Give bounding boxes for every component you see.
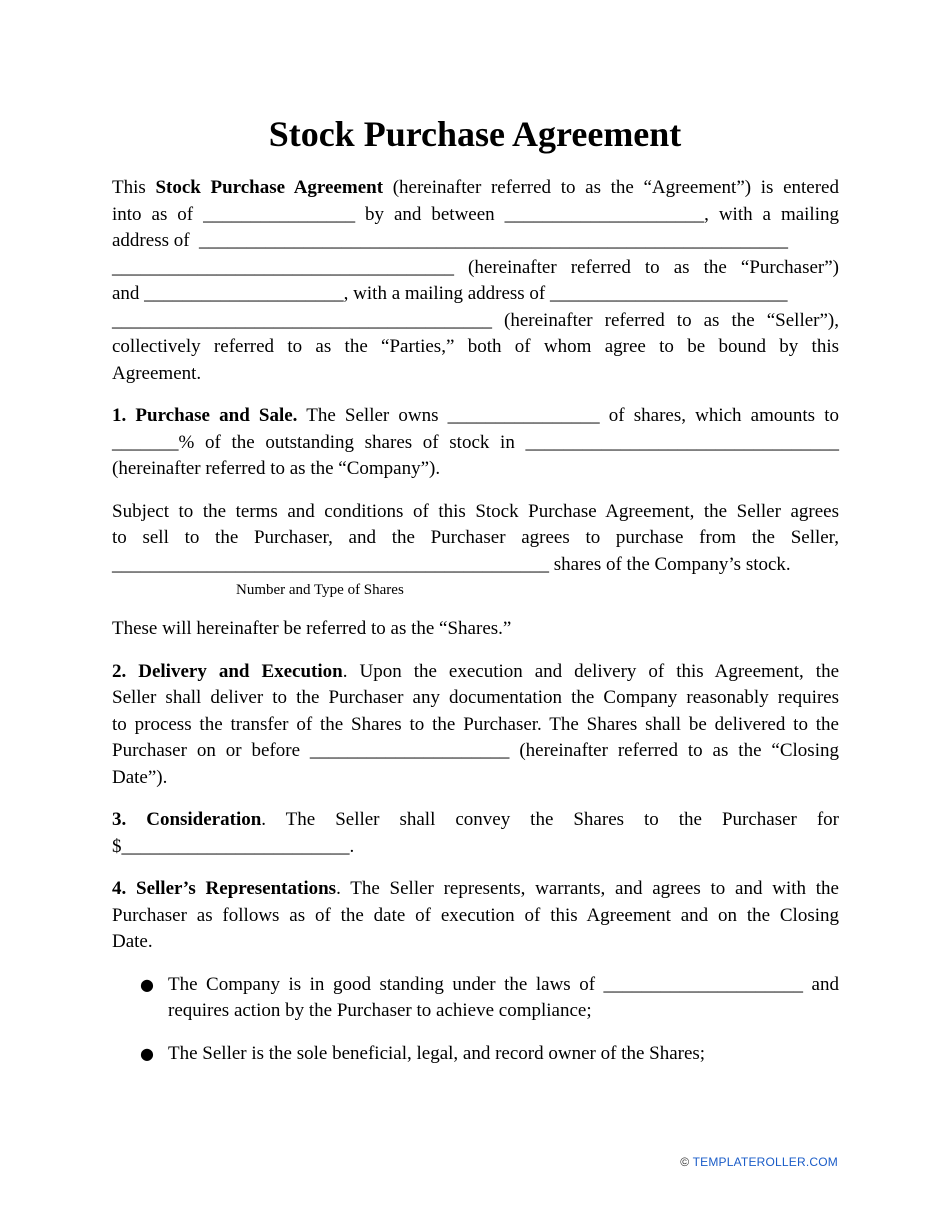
page-title: Stock Purchase Agreement	[268, 114, 682, 154]
section4-line-1: 4. Seller’s Representations. The Seller represents, warrants, and agrees to and with the	[112, 878, 839, 899]
footer-brand-link[interactable]: TEMPLATEROLLER.COM	[692, 1155, 838, 1169]
intro-line-7: collectively referred to as the “Parties,” both of whom agree to be bound by this	[112, 336, 839, 357]
section4-line-2: Purchaser as follows as of the date of execution of this Agreement and on the Closing	[112, 904, 839, 926]
section2-line-1: 2. Delivery and Execution. Upon the execution and delivery of this Agreement, the	[112, 660, 839, 682]
section-sellers-representations	[112, 876, 839, 956]
subject-line-1: Subject to the terms and conditions of this Stock Purchase Agreement, the Seller agrees	[112, 500, 839, 522]
list-item	[112, 972, 839, 1025]
section3-line-1: 3. Consideration. The Seller shall convey the Shares to the Purchaser for	[112, 809, 839, 830]
intro-line-8: Agreement.	[112, 362, 202, 384]
intro-line-1: This Stock Purchase Agreement (hereinafter referred to as the “Agreement”) is entered	[112, 177, 839, 198]
bullet-2-line-1: The Seller is the sole beneficial, legal, and record owner of the Shares;	[168, 1042, 706, 1064]
section2-line-5: Date”).	[112, 766, 168, 788]
section4-line-3: Date.	[112, 931, 153, 952]
subject-line-2: to sell to the Purchaser, and the Purchaser agrees to purchase from the Seller,	[112, 527, 839, 548]
section2-heading: 2. Delivery and Execution	[112, 660, 343, 682]
intro-line-4: ____________________________________ (hereinafter referred to as the “Purchaser”)	[112, 256, 839, 278]
bullet-1-line-1: The Company is in good standing under the laws of _____________________ and	[168, 973, 839, 995]
intro-paragraph	[112, 175, 839, 387]
copyright-icon: ©	[680, 1155, 690, 1169]
section1-line-3: (hereinafter referred to as the “Company”).	[112, 458, 441, 479]
intro-line-6: ________________________________________ (hereinafter referred to as the “Seller”),	[112, 309, 839, 331]
subject-paragraph	[112, 499, 839, 601]
section2-line-3: to process the transfer of the Shares to the Purchaser. The Shares shall be delivered to the	[112, 713, 839, 735]
section2-line-4: Purchaser on or before _____________________ (hereinafter referred to as the “Closing	[112, 740, 839, 761]
section4-heading: 4. Seller’s Representations	[112, 878, 337, 899]
section1-line-2: _______% of the outstanding shares of stock in _________________________________	[112, 431, 839, 453]
bullet-icon: ●	[140, 1043, 154, 1063]
section3-heading: 3. Consideration	[112, 809, 262, 830]
intro-line-2: into as of ________________ by and between _____________________, with a mailing	[112, 203, 839, 225]
representations-list	[112, 972, 839, 1068]
section-purchase-and-sale	[112, 403, 839, 483]
bullet-1-line-2: requires action by the Purchaser to achieve compliance;	[168, 1000, 592, 1021]
section2-line-2: Seller shall deliver to the Purchaser any documentation the Company reasonably requires	[112, 687, 839, 708]
intro-line-3: address of ______________________________________________________________	[112, 230, 789, 251]
shares-note: These will hereinafter be referred to as the “Shares.”	[112, 618, 512, 639]
intro-line-5: and _____________________, with a mailing address of _________________________	[112, 283, 788, 304]
footer-credit[interactable]	[680, 1155, 838, 1169]
section1-line-1: 1. Purchase and Sale. The Seller owns ________________ of shares, which amounts to	[112, 405, 839, 426]
document-body	[112, 175, 839, 1083]
list-item	[112, 1041, 839, 1068]
section-delivery-and-execution	[112, 659, 839, 792]
section-consideration	[112, 807, 839, 860]
bullet-icon: ●	[140, 974, 154, 994]
shares-field-caption: Number and Type of Shares	[236, 582, 404, 598]
section1-heading: 1. Purchase and Sale.	[112, 405, 298, 426]
subject-line-3: ______________________________________________ shares of the Company’s stock.	[112, 553, 791, 575]
section3-line-2: $________________________.	[112, 835, 355, 857]
